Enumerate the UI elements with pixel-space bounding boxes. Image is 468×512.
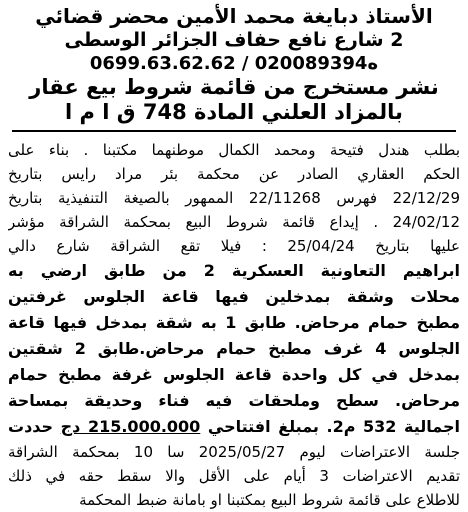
price-suffix: حددت [8, 417, 54, 436]
body-line: عليها بتاريخ 25/04/24 : فيلا تقع الشراقة شارع دالي [8, 237, 460, 255]
notice-title: نشر مستخرج من قائمة شروط بيع عقار [29, 75, 439, 99]
body-line: بطلب هندل فتيحة ومحمد الكمال موطنهما مكتبنا . بناء على [8, 141, 460, 159]
price-line [8, 414, 460, 440]
body-line: تقديم الاعتراضات 3 أيام على الأقل والا سقط حقه في ذلك [8, 467, 460, 485]
area-text: اجمالية 532 م2. بمبلغ افتتاحي [207, 417, 460, 436]
notice-body [8, 138, 460, 512]
body-line: الحكم العقاري الصادر عن محكمة بئر مراد رايس بتاريخ [8, 165, 460, 183]
property-description-line: ابراهيم التعاونية العسكرية 2 من طابق ارضي به [8, 261, 460, 280]
body-line: جلسة الاعتراضات ليوم 2025/05/27 سا 10 بمحكمة الشراقة [8, 443, 460, 461]
header-divider [12, 130, 456, 132]
property-description-line: محلات وشقة بمدخلين فيها قاعة الجلوس غرفتين [8, 287, 460, 306]
bailiff-name: الأستاذ دبايغة محمد الأمين محضر قضائي [35, 4, 433, 28]
opening-price: 215.000.000 دج [60, 417, 201, 436]
notice-subtitle: بالمزاد العلني المادة 748 ق ا م ا [65, 100, 403, 124]
property-description-line: مرحاض. سطح وملحقات فيه فناء وحديقة بمساحة [8, 391, 460, 410]
body-line: 24/02/12 . إيداع قائمة شروط البيع بمحكمة الشراقة مؤشر [8, 213, 460, 231]
property-description-line: بمدخل في كل واحدة قاعة الجلوس غرفة مطبخ حمام [8, 365, 460, 384]
body-line: للاطلاع على قائمة شروط البيع بمكتبنا او بامانة ضبط المحكمة [79, 491, 460, 509]
bailiff-address: 2 شارع نافع حفاف الجزائر الوسطى [64, 29, 404, 51]
bailiff-phones: 0699.63.62.62 / 020089394ه [89, 53, 379, 74]
body-line: 22/12/29 فهرس 22/11268 الممهور بالصيغة التنفيذية بتاريخ [8, 189, 460, 207]
notice-header [8, 4, 460, 125]
property-description-line: مطبخ حمام مرحاض. طابق 1 به شقة بمدخل فيها قاعة [8, 313, 460, 332]
property-description-line: الجلوس 4 غرف مطبخ حمام مرحاض.طابق 2 شقتين [8, 339, 460, 358]
